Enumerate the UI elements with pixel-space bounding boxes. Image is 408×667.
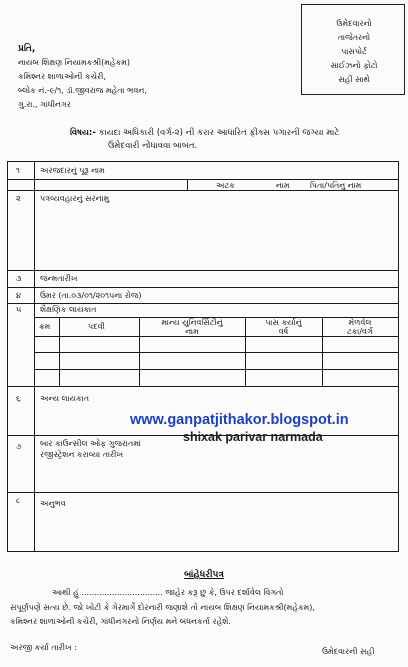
row-number: ૫ [16, 305, 22, 314]
qual-header-marks: ટકા/વર્ગ [347, 327, 373, 336]
row-number: ૭ [16, 442, 22, 451]
address-line: બ્લોક નં.-૯/૧, ડૉ.જીવરાજ મહેતા ભવન, [18, 86, 147, 95]
watermark-tagline: shixak parivar narmada [183, 430, 323, 444]
declaration-line: આથી હું ................................ જાહેર કરૂ છુ કે, ઉપર દર્શાવેલ વિગતો [52, 588, 284, 597]
field-label-birth-date: જન્મતારીખ [40, 274, 78, 283]
photo-box-line: ઉમેદવારનો [336, 19, 372, 28]
row-number: ૨ [16, 194, 21, 203]
field-label-experience: અનુભવ [40, 499, 66, 508]
qual-header-sr: ક્રમ [39, 322, 51, 331]
row-divider [8, 270, 398, 271]
field-label-education: શૈક્ષણિક લાયકાત [40, 305, 97, 314]
application-date-label: અરજી કર્યા તારીખ : [10, 643, 77, 652]
field-label-bar-council: રજીસ્ટ્રેશન કરાવ્યા તારીખ [40, 450, 124, 459]
watermark-url: www.ganpatjithakor.blogspot.in [130, 412, 349, 428]
photo-box-line: પાસપોર્ટ [341, 47, 367, 56]
row-number: ૬ [16, 394, 21, 403]
row-divider [8, 303, 398, 304]
application-form-table [7, 161, 399, 552]
address-line: ગુ.રા., ગાંધીનગર [18, 100, 71, 109]
qual-header-university: નામ [185, 327, 199, 336]
field-label-full-name: અરજદારનું પૂરૂ નામ [40, 166, 105, 175]
field-label-address: પત્રવ્યવહારનું સરનામુ [40, 194, 110, 203]
qual-header-marks: મેળવેલ [348, 318, 372, 327]
subject-label: વિષય:- [70, 128, 96, 138]
subject-text: કાયદા અધિકારી (વર્ગ-૨) ની કરાર આધારિત ફીક્સ પગારની જગ્યા માટે [98, 128, 340, 138]
row-number: ૧ [16, 166, 20, 175]
address-line: કમિશ્નર શાળાઓની કચેરી, [18, 72, 106, 81]
row-divider [8, 386, 398, 387]
qual-divider [34, 369, 398, 370]
row-number: ૮ [16, 496, 21, 505]
subject-line-1 [70, 128, 339, 139]
father-name-header: પિતા/પતિનુ નામ [310, 181, 362, 190]
name-divider [187, 179, 188, 190]
surname-header: અટક [216, 181, 235, 190]
field-label-age: ઉંમર (તા.૦૩/૦૧/૨૦૧૫ના રોજ) [40, 291, 142, 300]
candidate-signature-label: ઉમેદવારની સહી [322, 647, 375, 656]
photo-box [301, 4, 405, 95]
address-to: પ્રતિ, [18, 44, 36, 54]
subject-line-2: ઉમેદવારી નોંધાવવા બાબત. [108, 141, 198, 151]
row-divider [8, 287, 398, 288]
qual-header-university: માન્ય યુનિવર્સિટીનું [161, 318, 223, 327]
row-divider [8, 492, 398, 493]
qual-header-year: પાસ કર્યાનું [265, 318, 302, 327]
row-number: ૪ [16, 291, 21, 300]
name-header: નામ [276, 181, 290, 190]
address-line: નાયબ શિક્ષણ નિયામકશ્રી(મહેકમ) [18, 58, 130, 67]
photo-box-line: સહી સાથે [338, 75, 370, 84]
photo-box-line: તાજેતરનો [337, 33, 371, 42]
declaration-title: બાંહેધરીપત્ર [184, 570, 224, 580]
number-column-divider [34, 162, 35, 551]
row-divider [8, 179, 398, 180]
qual-header-degree: પદવી [88, 322, 105, 331]
declaration-line: સંપૂર્ણપણે સત્ય છે. જો ખોટી કે ગેરમાર્ગે દોરનારી જણાશે તો નાયબ શિક્ષણ નિયામકશ્રી(મહેકમ), [10, 603, 315, 612]
field-label-other-qualification: અન્ય લાયકાત [40, 394, 90, 403]
declaration-line: કમિશ્નર શાળાઓની કચેરી, ગાંધીનગરનો નિર્ણય મને બંધનકર્તા રહેશે. [10, 617, 231, 626]
field-label-bar-council: બાર કાઉન્સીલ ઓફ ગુજરાતમાં [40, 439, 141, 448]
qual-divider [34, 352, 398, 353]
qual-col-divider [59, 317, 60, 386]
row-number: ૩ [16, 274, 22, 283]
photo-box-line: સાઈઝનો ફોટો [330, 61, 378, 70]
qual-header-year: વર્ષ [278, 327, 289, 336]
